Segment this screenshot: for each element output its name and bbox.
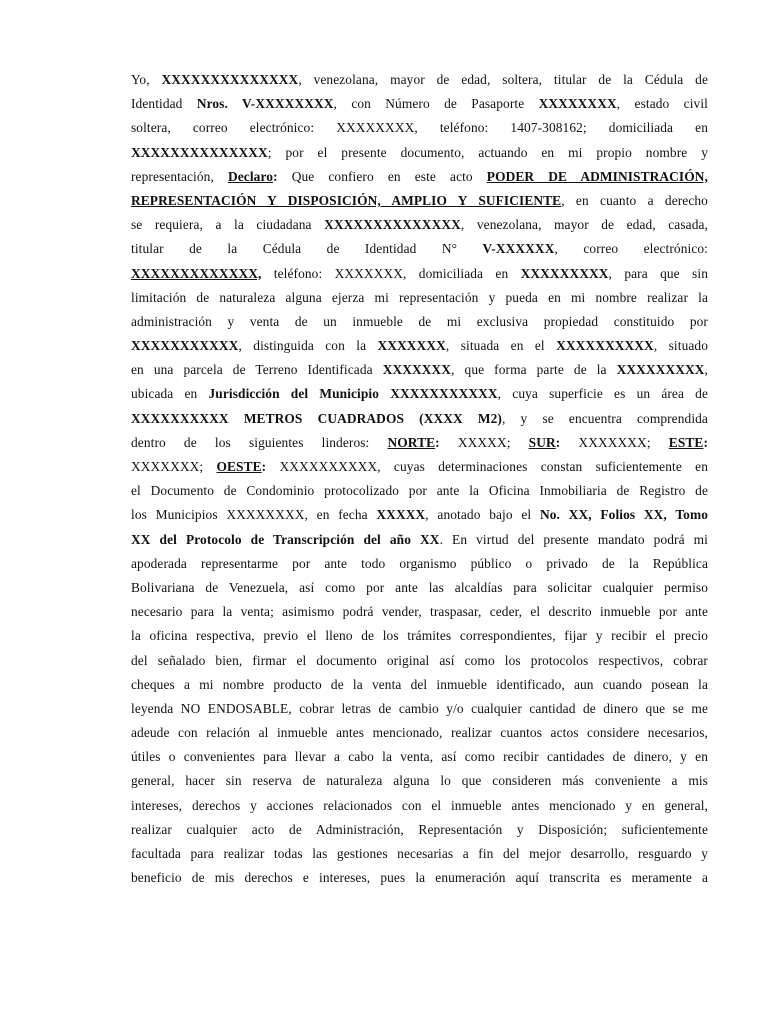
text-run: , cuya superficie es un área de — [497, 386, 708, 402]
text-line — [131, 503, 708, 527]
text-run: Que confiero en este acto — [291, 168, 487, 184]
text-run: la oficina respectiva, previo el lleno de los trámites correspondientes, fijar y recibir el precio — [131, 628, 708, 644]
text-run: V-XXXXXX — [482, 241, 555, 257]
text-run: , correo electrónico: — [554, 241, 709, 257]
text-run: el Documento de Condominio protocolizado por ante la Oficina Inmobiliaria de Registro de — [131, 483, 708, 499]
text-run: teléfono: XXXXXXX, domiciliada en — [261, 265, 521, 281]
text-run: , y se encuentra comprendida — [501, 410, 708, 426]
text-run: ; por el presente documento, actuando en mi propio nombre y — [267, 144, 708, 160]
text-line — [131, 721, 708, 745]
text-run: XXXXXXX; — [131, 459, 217, 474]
text-run: los Municipios XXXXXXXX, en fecha — [131, 507, 377, 523]
text-run: Yo, — [131, 72, 162, 87]
text-run: XXXXX — [376, 507, 426, 523]
text-run: XX del Protocolo de Transcripción del año XX — [131, 531, 440, 547]
text-run: ESTE — [668, 434, 704, 450]
text-run: XXXXXXX; — [560, 434, 669, 450]
text-line — [131, 189, 708, 213]
text-run: titular de la Cédula de Identidad N° — [131, 241, 483, 257]
text-run: , venezolana, mayor de edad, soltera, titular de la Cédula de — [298, 72, 709, 87]
text-run: XXXXXXXXX — [616, 362, 705, 378]
text-run: . En virtud del presente mandato podrá mi — [439, 531, 708, 547]
text-run: XXXXXXXXX — [520, 265, 609, 281]
text-run: XXXXXXXXXX — [556, 338, 654, 354]
text-line — [131, 697, 708, 721]
text-run: XXXXXXXXXXXXX, — [131, 265, 262, 281]
text-line — [131, 600, 708, 624]
text-run: XXXXXXXXXX, cuyas determinaciones constan suficientemente en — [266, 459, 708, 474]
text-run: XXXXXXXXXXXXXX — [131, 144, 268, 160]
text-run: XXXXXXX — [382, 362, 452, 378]
text-run: , para que sin — [608, 265, 708, 281]
text-run: en una parcela de Terreno Identificada — [131, 362, 383, 378]
text-run: , venezolana, mayor de edad, casada, — [460, 217, 708, 233]
text-run: realizar cualquier acto de Administración, Representación y Disposición; suficientemente — [131, 821, 708, 837]
text-run: Identidad — [131, 96, 197, 112]
text-run: XXXXXXXXXX METROS CUADRADOS (XXXX M2) — [131, 410, 502, 426]
text-run: representación, — [131, 168, 228, 184]
text-run: , situado — [653, 338, 708, 354]
text-run: SUR — [528, 434, 556, 450]
text-line — [131, 310, 708, 334]
power-of-attorney-text — [131, 68, 708, 890]
text-run: : — [261, 459, 267, 474]
text-line — [131, 68, 708, 92]
text-run: se requiera, a la ciudadana — [131, 217, 325, 233]
text-line — [131, 286, 708, 310]
text-line — [131, 818, 708, 842]
text-run: necesario para la venta; asimismo podrá vender, traspasar, ceder, el descrito inmueble por ante — [131, 604, 708, 620]
text-run: leyenda NO ENDOSABLE, cobrar letras de cambio y/o cualquier cantidad de dinero que se me — [131, 700, 708, 716]
text-run: , con Número de Pasaporte — [333, 96, 539, 112]
text-run: Nros. V-XXXXXXXX — [196, 96, 334, 112]
text-run: , anotado bajo el — [425, 507, 540, 523]
text-run: PODER DE ADMINISTRACIÓN, — [486, 168, 708, 184]
text-run: apoderada representarme por ante todo organismo público o privado de la República — [131, 555, 708, 571]
text-line — [131, 745, 708, 769]
text-line — [131, 141, 708, 165]
text-line — [131, 407, 708, 431]
text-line — [131, 866, 708, 890]
text-run: ubicada en — [131, 386, 209, 402]
text-line — [131, 382, 708, 406]
text-run: , situada en el — [445, 338, 557, 354]
text-line — [131, 92, 708, 116]
text-line — [131, 673, 708, 697]
text-line — [131, 528, 708, 552]
text-run: , distinguida con la — [238, 338, 378, 354]
text-run: , — [704, 362, 708, 378]
text-line — [131, 165, 708, 189]
text-run: Declaro — [227, 168, 274, 184]
text-run: del señalado bien, firmar el documento original así como los protocolos respectivos, cobrar — [131, 652, 708, 668]
text-run: : — [703, 434, 708, 450]
text-line — [131, 769, 708, 793]
text-run: NORTE — [387, 434, 436, 450]
text-run: , estado civil — [616, 96, 708, 112]
text-run: limitación de naturaleza alguna ejerza mi representación y pueda en mi nombre realizar la — [131, 289, 708, 305]
text-run: intereses, derechos y acciones relacionados con el inmueble antes mencionado y en general, — [131, 797, 708, 813]
text-line — [131, 842, 708, 866]
text-run: cheques a mi nombre producto de la venta del inmueble identificado, aun cuando posean la — [131, 676, 708, 692]
text-run: Bolivariana de Venezuela, así como por ante las alcaldías para solicitar cualquier permiso — [131, 579, 708, 595]
text-run: No. XX, Folios XX, Tomo — [539, 507, 708, 523]
text-line — [131, 794, 708, 818]
text-run: útiles o convenientes para llevar a cabo la venta, así como recibir cantidades de dinero, y en — [131, 749, 708, 765]
text-line — [131, 649, 708, 673]
text-line — [131, 479, 708, 503]
text-line — [131, 334, 708, 358]
text-run: soltera, correo electrónico: XXXXXXXX, teléfono: 1407-308162; domiciliada en — [131, 120, 708, 136]
text-run: XXXXX; — [439, 434, 529, 450]
text-run: , que forma parte de la — [451, 362, 617, 378]
text-run: : — [435, 434, 440, 450]
text-run: REPRESENTACIÓN Y DISPOSICIÓN, AMPLIO Y SUFICIENTE — [131, 192, 562, 208]
text-run: XXXXXXXXXXXXXX — [161, 72, 299, 87]
text-line — [131, 455, 708, 479]
text-run: : — [555, 434, 561, 450]
text-run: adeude con relación al inmueble antes mencionado, realizar cuantos actos considere necesarios, — [131, 725, 708, 741]
text-run: , en cuanto a derecho — [561, 192, 708, 208]
text-run: XXXXXXX — [377, 338, 446, 354]
text-run: general, hacer sin reserva de naturaleza alguna lo que consideren más conveniente a mis — [131, 773, 708, 789]
text-run: XXXXXXXX — [538, 96, 617, 112]
text-line — [131, 624, 708, 648]
text-run: dentro de los siguientes linderos: — [131, 434, 388, 450]
text-line — [131, 576, 708, 600]
text-line — [131, 431, 708, 455]
text-line — [131, 358, 708, 382]
text-line — [131, 237, 708, 261]
text-run: Jurisdicción del Municipio XXXXXXXXXXX — [208, 386, 498, 402]
text-line — [131, 262, 708, 286]
text-run: beneficio de mis derechos e intereses, pues la enumeración aquí transcrita es meramente a — [131, 870, 708, 886]
text-run: OESTE — [216, 459, 262, 474]
text-run: : — [273, 168, 292, 184]
text-line — [131, 116, 708, 140]
text-line — [131, 213, 708, 237]
text-run: XXXXXXXXXXXXXX — [324, 217, 461, 233]
text-run: XXXXXXXXXXX — [131, 338, 239, 354]
text-run: administración y venta de un inmueble de mi exclusiva propiedad constituido por — [131, 313, 708, 329]
text-run: facultada para realizar todas las gestiones necesarias a fin del mejor desarrollo, resguardo y — [131, 846, 708, 861]
text-line — [131, 552, 708, 576]
